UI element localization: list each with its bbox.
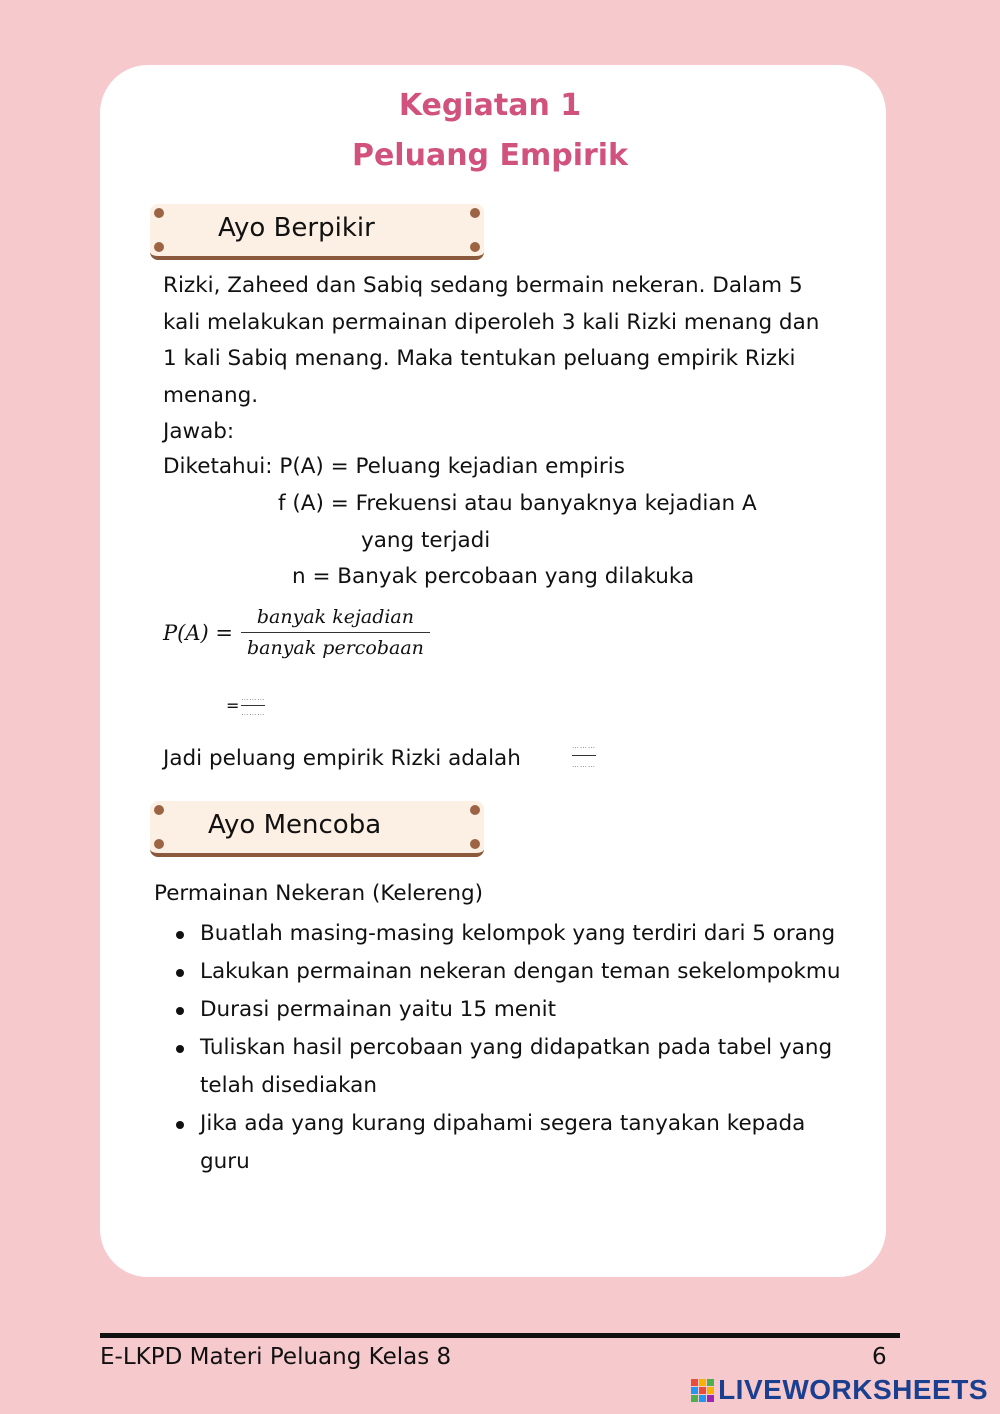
- known-line-2: f (A) = Frekuensi atau banyaknya kejadian A: [278, 491, 757, 516]
- equals-sign: =: [226, 696, 240, 715]
- conclusion-text: Jadi peluang empirik Rizki adalah: [163, 746, 521, 771]
- formula-denominator: banyak percobaan: [246, 637, 424, 659]
- brand-wordmark: LIVEWORKSHEETS: [718, 1374, 988, 1405]
- activity-subtitle: Peluang Empirik: [351, 138, 629, 173]
- rivet-icon: [154, 208, 164, 218]
- problem-line: 1 kali Sabiq menang. Maka tentukan peluang empirik Rizki: [163, 346, 796, 371]
- blank-stack: [241, 694, 265, 717]
- list-item: Durasi permainan yaitu 15 menit: [154, 991, 844, 1029]
- banner-label: Ayo Mencoba: [208, 810, 382, 840]
- fraction-bar: [572, 755, 596, 756]
- blank-denominator: ………: [241, 709, 266, 717]
- bullet-icon: [176, 969, 184, 977]
- answer-numerator: ………: [572, 742, 596, 750]
- bullet-icon: [176, 931, 184, 939]
- activity-title: Kegiatan 1: [398, 88, 582, 123]
- problem-line: kali melakukan permainan diperoleh 3 kali Rizki menang dan: [163, 309, 820, 335]
- known-line-1: Diketahui: P(A) = Peluang kejadian empiris: [163, 454, 625, 479]
- problem-text: [163, 268, 883, 451]
- list-item: Tuliskan hasil percobaan yang didapatkan pada tabel yang telah disediakan: [154, 1029, 844, 1105]
- banner-ayo-berpikir: [150, 204, 484, 260]
- formula-lhs: P(A) =: [163, 620, 233, 645]
- rivet-icon: [470, 839, 480, 849]
- formula-numerator: banyak kejadian: [256, 606, 414, 628]
- formula-fraction: [241, 606, 430, 659]
- liveworksheets-brand[interactable]: [691, 1374, 988, 1406]
- answer-denominator: ………: [572, 761, 596, 769]
- bullet-icon: [176, 1121, 184, 1129]
- liveworksheets-logo-icon: [691, 1379, 714, 1402]
- footer-divider: [100, 1333, 900, 1338]
- blank-fraction: [226, 694, 265, 717]
- list-item: Jika ada yang kurang dipahami segera tanyakan kepada guru: [154, 1105, 844, 1181]
- formula: [163, 606, 430, 659]
- list-item: Buatlah masing-masing kelompok yang terdiri dari 5 orang: [154, 915, 844, 953]
- bullet-icon: [176, 1007, 184, 1015]
- list-item: Lakukan permainan nekeran dengan teman sekelompokmu: [154, 953, 844, 991]
- rivet-icon: [470, 805, 480, 815]
- banner-label: Ayo Berpikir: [218, 213, 375, 243]
- known-line-4: n = Banyak percobaan yang dilakuka: [292, 564, 695, 589]
- blank-numerator: ………: [241, 694, 266, 702]
- answer-blank: [572, 742, 596, 769]
- known-line-3: yang terjadi: [361, 528, 491, 553]
- activity-intro: Permainan Nekeran (Kelereng): [154, 881, 484, 906]
- problem-line: menang.: [163, 382, 259, 408]
- fraction-bar: [241, 632, 430, 633]
- rivet-icon: [470, 208, 480, 218]
- rivet-icon: [470, 242, 480, 252]
- banner-ayo-mencoba: [150, 801, 484, 857]
- steps-list: [154, 915, 844, 1181]
- rivet-icon: [154, 839, 164, 849]
- answer-label: Jawab:: [163, 419, 235, 444]
- fraction-bar: [241, 705, 265, 706]
- rivet-icon: [154, 242, 164, 252]
- page-number: 6: [872, 1344, 887, 1370]
- rivet-icon: [154, 805, 164, 815]
- problem-line: Rizki, Zaheed dan Sabiq sedang bermain nekeran. Dalam 5: [163, 273, 803, 298]
- footer-title: E-LKPD Materi Peluang Kelas 8: [100, 1344, 452, 1370]
- bullet-icon: [176, 1045, 184, 1053]
